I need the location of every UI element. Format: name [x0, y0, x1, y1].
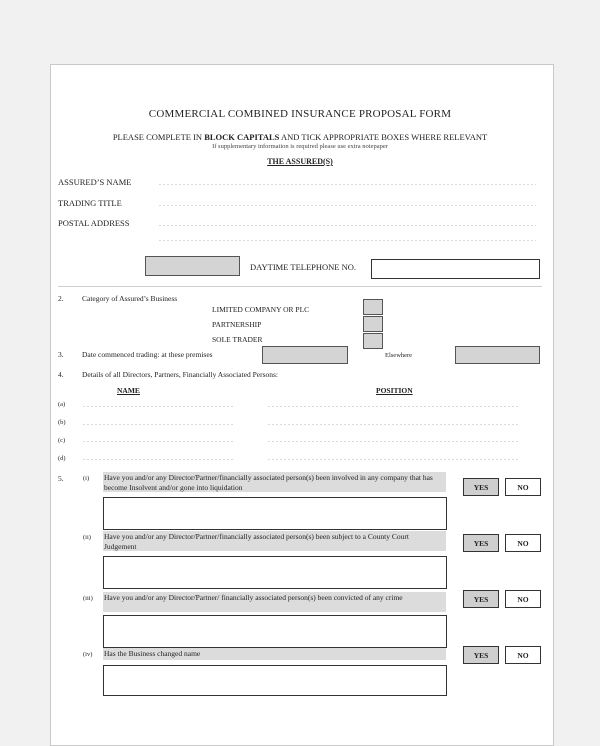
q5-item-iv-yes-button[interactable]: YES [463, 646, 499, 664]
q4-name-field-d[interactable] [82, 459, 234, 460]
q4-position-field-b[interactable] [267, 424, 519, 425]
instruction-bold: BLOCK CAPITALS [204, 132, 280, 142]
q4-position-field-d[interactable] [267, 459, 519, 460]
elsewhere-date-field[interactable] [455, 346, 540, 364]
q5-item-i-details[interactable] [103, 497, 447, 530]
q5-item-iii-details[interactable] [103, 615, 447, 648]
q5-item-ii-text: Have you and/or any Director/Partner/financially associated person(s) been subject to a County Court Judgement [104, 532, 409, 551]
q2-label: Category of Assured’s Business [82, 294, 178, 303]
q4-row-c: (c) [58, 437, 66, 444]
q3-label: Date commenced trading: at these premises [82, 350, 213, 359]
assured-name-label: ASSURED’S NAME [58, 177, 132, 187]
partnership-checkbox[interactable] [363, 316, 383, 332]
q4-position-header: POSITION [376, 386, 413, 395]
q5-item-i-no-button[interactable]: NO [505, 478, 541, 496]
q5-item-i-text: Have you and/or any Director/Partner/financially associated person(s) been involved in any company that has become Insolvent and/or gone into liquidation [104, 473, 433, 492]
postcode-box[interactable] [145, 256, 240, 276]
q5-item-ii-number: (ii) [83, 534, 91, 541]
q5-item-iii-no-button[interactable]: NO [505, 590, 541, 608]
q4-row-b: (b) [58, 419, 66, 426]
assured-name-field[interactable] [158, 184, 536, 185]
q5-item-i-yes-button[interactable]: YES [463, 478, 499, 496]
instruction-post: AND TICK APPROPRIATE BOXES WHERE RELEVANT [279, 132, 488, 142]
section-heading: THE ASSURED(S) [267, 157, 333, 166]
q5-item-iii-yes-button[interactable]: YES [463, 590, 499, 608]
q2-option-limited-company: LIMITED COMPANY OR PLC [212, 305, 310, 314]
q5-item-iv-text: Has the Business changed name [104, 649, 201, 658]
divider [58, 286, 542, 287]
q5-item-ii-yes-button[interactable]: YES [463, 534, 499, 552]
q5-item-i-number: (i) [83, 475, 90, 482]
q4-name-field-c[interactable] [82, 441, 234, 442]
q5-item-iv-no-button[interactable]: NO [505, 646, 541, 664]
premises-date-field[interactable] [262, 346, 348, 364]
q5-item-iii-text: Have you and/or any Director/Partner/ financially associated person(s) been convicted of any crime [104, 593, 403, 602]
telephone-label: DAYTIME TELEPHONE NO. [250, 262, 357, 272]
q4-position-field-a[interactable] [267, 406, 519, 407]
q5-item-iv-details[interactable] [103, 665, 447, 696]
q5-item-ii-no-button[interactable]: NO [505, 534, 541, 552]
q2-option-sole-trader: SOLE TRADER [212, 335, 263, 344]
trading-title-label: TRADING TITLE [58, 198, 122, 208]
q5-item-iii-number: (iii) [83, 595, 93, 602]
telephone-field[interactable] [371, 259, 540, 279]
limited-company-checkbox[interactable] [363, 299, 383, 315]
q2-number: 2. [58, 294, 64, 303]
form-instruction [0, 132, 600, 142]
postal-address-field-1[interactable] [158, 225, 536, 226]
q4-name-field-a[interactable] [82, 406, 234, 407]
trading-title-field[interactable] [158, 205, 536, 206]
q4-name-header: NAME [117, 386, 140, 395]
instruction-pre: PLEASE COMPLETE IN [112, 132, 205, 142]
q4-position-field-c[interactable] [267, 441, 519, 442]
q4-row-a: (a) [58, 401, 66, 408]
q4-row-d: (d) [58, 455, 66, 462]
postal-address-field-2[interactable] [158, 240, 536, 241]
q2-option-partnership: PARTNERSHIP [212, 320, 262, 329]
postal-address-label: POSTAL ADDRESS [58, 218, 130, 228]
form-title: COMMERCIAL COMBINED INSURANCE PROPOSAL FORM [148, 108, 452, 120]
q5-item-ii-details[interactable] [103, 556, 447, 589]
form-note: If supplementary information is required please use extra notepaper [212, 143, 388, 150]
elsewhere-label: Elsewhere [385, 352, 413, 359]
q3-number: 3. [58, 350, 64, 359]
q5-item-iv-number: (iv) [83, 651, 93, 658]
q4-number: 4. [58, 370, 64, 379]
q5-number: 5. [58, 474, 64, 483]
sole-trader-checkbox[interactable] [363, 333, 383, 349]
q4-label: Details of all Directors, Partners, Financially Associated Persons: [82, 370, 278, 379]
q4-name-field-b[interactable] [82, 424, 234, 425]
